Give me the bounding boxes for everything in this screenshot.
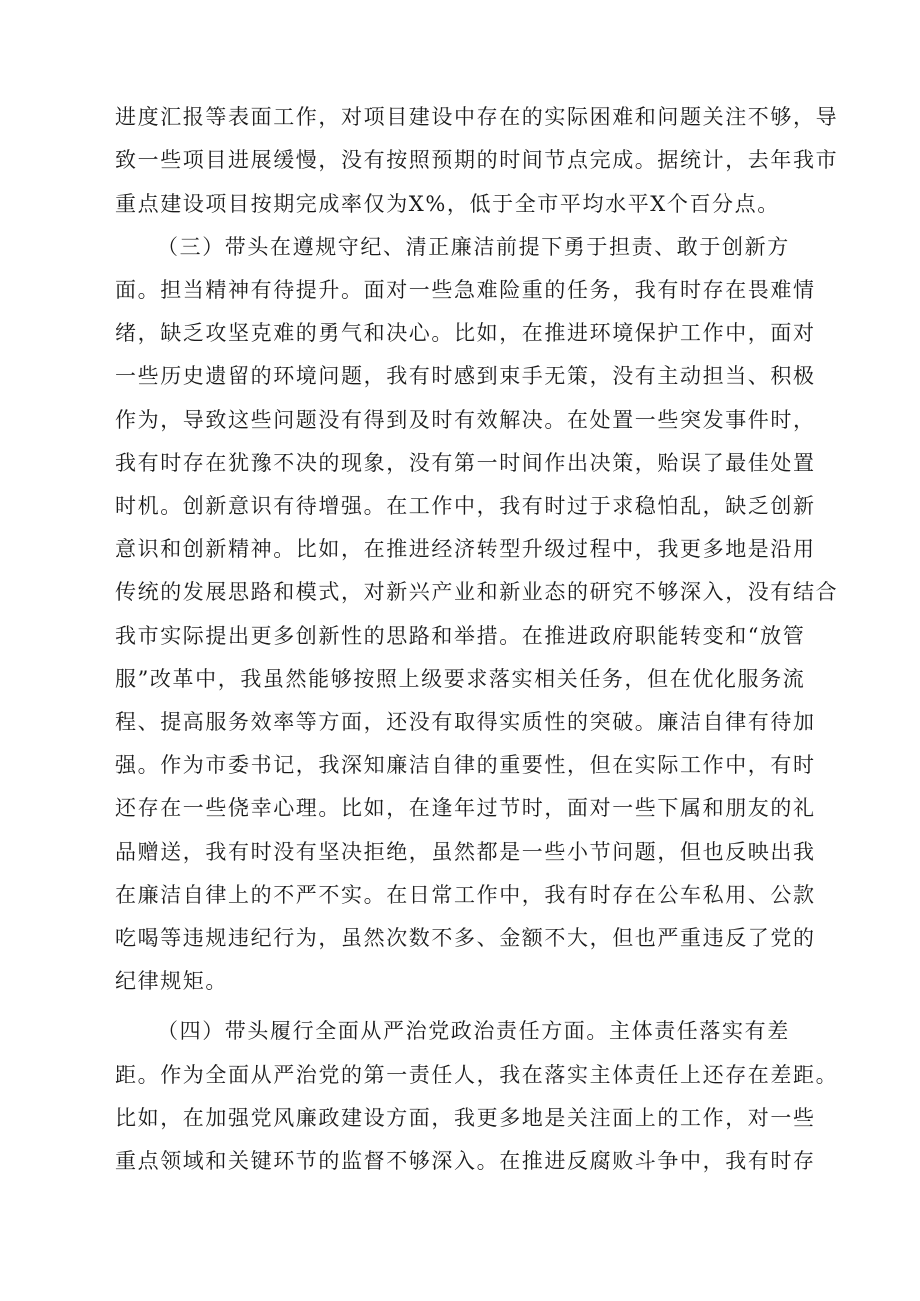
text-line: 服”改革中，我虽然能够按照上级要求落实相关任务，但在优化服务流	[115, 667, 806, 691]
text-line: 程、提高服务效率等方面，还没有取得实质性的突破。廉洁自律有待加	[115, 710, 816, 734]
text-line: 我有时存在犹豫不决的现象，没有第一时间作出决策，贻误了最佳处置	[115, 451, 816, 475]
text-line: 强。作为市委书记，我深知廉洁自律的重要性，但在实际工作中，有时	[115, 753, 816, 777]
text-line: 面。担当精神有待提升。面对一些急难险重的任务，我有时存在畏难情	[115, 278, 816, 302]
text-line: 距。作为全面从严治党的第一责任人，我在落实主体责任上还存在差距。	[115, 1063, 839, 1087]
text-line: 意识和创新精神。比如，在推进经济转型升级过程中，我更多地是沿用	[115, 537, 816, 561]
text-line: 进度汇报等表面工作，对项目建设中存在的实际困难和问题关注不够，导	[115, 105, 839, 129]
text-line: 时机。创新意识有待增强。在工作中，我有时过于求稳怕乱，缺乏创新	[115, 494, 816, 518]
text-line: 比如，在加强党风廉政建设方面，我更多地是关注面上的工作，对一些	[115, 1106, 816, 1130]
text-line: 还存在一些侥幸心理。比如，在逢年过节时，面对一些下属和朋友的礼	[115, 796, 816, 820]
text-line: 重点建设项目按期完成率仅为X%，低于全市平均水平X个百分点。	[115, 192, 780, 216]
text-line: 绪，缺乏攻坚克难的勇气和决心。比如，在推进环境保护工作中，面对	[115, 321, 816, 345]
text-line: 品赠送，我有时没有坚决拒绝，虽然都是一些小节问题，但也反映出我	[115, 840, 816, 864]
text-line: 我市实际提出更多创新性的思路和举措。在推进政府职能转变和“放管	[115, 624, 806, 648]
text-line: 重点领域和关键环节的监督不够深入。在推进反腐败斗争中，我有时存	[115, 1149, 816, 1173]
section-heading-four: （四）带头履行全面从严治党政治责任方面。主体责任落实有差	[157, 1019, 790, 1043]
text-line: 传统的发展思路和模式，对新兴产业和新业态的研究不够深入，没有结合	[115, 580, 839, 604]
text-line: 吃喝等违规违纪行为，虽然次数不多、金额不大，但也严重违反了党的	[115, 926, 816, 950]
text-line: 一些历史遗留的环境问题，我有时感到束手无策，没有主动担当、积极	[115, 364, 816, 388]
section-heading-three: （三）带头在遵规守纪、清正廉洁前提下勇于担责、敢于创新方	[157, 235, 790, 259]
text-line: 作为，导致这些问题没有得到及时有效解决。在处置一些突发事件时，	[115, 408, 816, 432]
text-line: 纪律规矩。	[115, 969, 228, 993]
text-line: 在廉洁自律上的不严不实。在日常工作中，我有时存在公车私用、公款	[115, 883, 816, 907]
text-line: 致一些项目进展缓慢，没有按照预期的时间节点完成。据统计，去年我市	[115, 148, 839, 172]
